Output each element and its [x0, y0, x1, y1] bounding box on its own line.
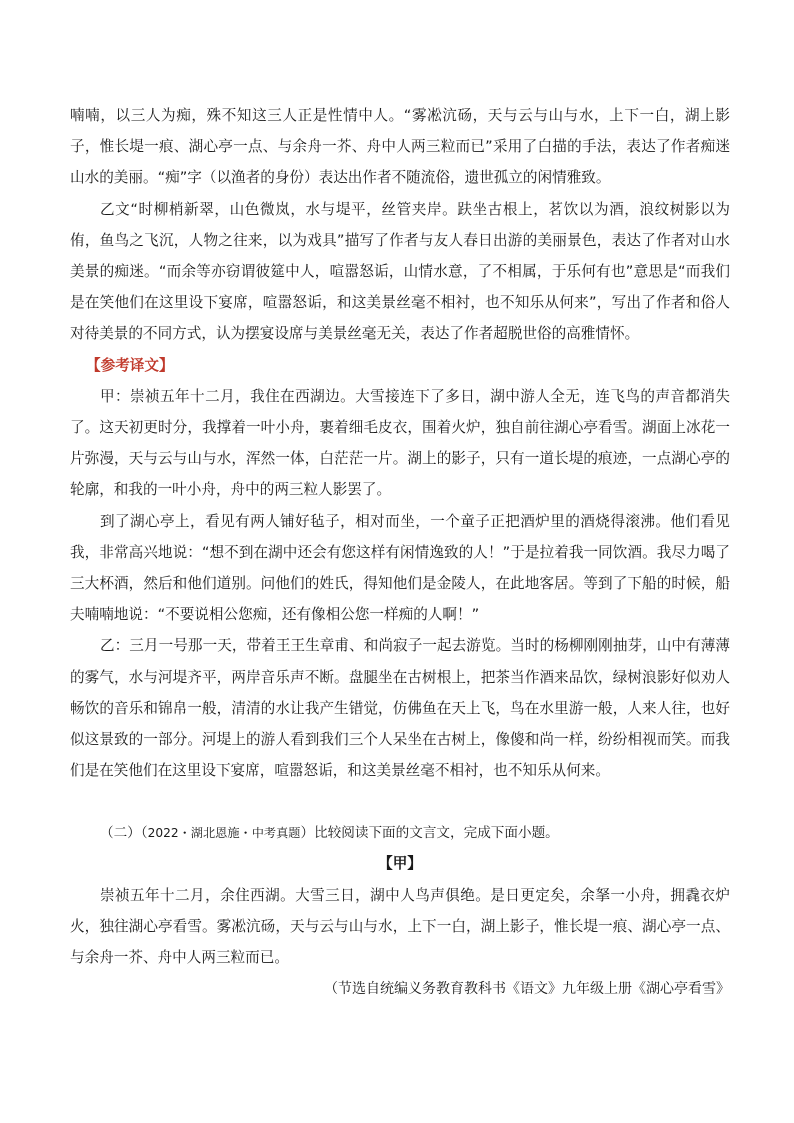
translation-jia-paragraph-1: 甲：崇祯五年十二月，我住在西湖边。大雪接连下了多日，湖中游人全无，连飞鸟的声音都消失了。这天初更时分，我撑着一叶小舟，裹着细毛皮衣，围着火炉，独自前往湖心亭看雪。湖面上冰花一片弥漫，天与云与山与水，浑然一体，白茫茫一片。湖上的影子，只有一道长堤的痕迹，一点湖心亭的轮廓，和我的一叶小舟，舟中的两三粒人影罢了。: [70, 387, 730, 499]
analysis-paragraph-2: 乙文“时柳梢新翠，山色微岚，水与堤平，丝管夹岸。趺坐古根上，茗饮以为酒，浪纹树影以为侑，鱼鸟之飞沉，人物之往来，以为戏具”描写了作者与友人春日出游的美丽景色，表达了作者对山水美景的痴迷。“而余等亦窃谓彼筵中人，喧嚣怒诟，山情水意，了不相属，于乐何有也”意思是“而我们是在笑他们在这里设下宴席，喧嚣怒诟，和这美景丝毫不相衬，也不知乐从何来”，写出了作者和俗人对待美景的不同方式，认为摆宴设席与美景丝毫无关，表达了作者超脱世俗的高雅情怀。: [70, 200, 730, 343]
section-2-suffix: ）比较阅读下面的文言文，完成下面小题。: [300, 825, 559, 842]
section-2-instruction: [70, 818, 730, 848]
analysis-paragraph-1: 喃喃，以三人为痴，殊不知这三人正是性情中人。“雾凇沆砀，天与云与山与水，上下一白，湖上影子，惟长堤一痕、湖心亭一点、与余舟一芥、舟中人两三粒而已”采用了白描的手法，表达了作者痴迷山水的美丽。“痴”字（以渔者的身份）表达出作者不随流俗，遗世孤立的闲情雅致。: [70, 107, 730, 187]
section-2-source-tag: 2022・湖北恩施・中考真题: [147, 826, 301, 841]
section-spacer: [70, 786, 730, 818]
passage-jia-title: 【甲】: [378, 855, 422, 873]
section-2-prefix: （二）（: [100, 825, 148, 842]
reference-translation-heading: 【参考译文】: [86, 356, 174, 374]
translation-yi-paragraph: 乙：三月一号那一天，带着王王生章甫、和尚寂子一起去游览。当时的杨柳刚刚抽芽，山中有薄薄的雾气，水与河堤齐平，两岸音乐声不断。盘腿坐在古树根上，把茶当作酒来品饮，绿树浪影好似劝人畅饮的音乐和锦帛一般，清清的水让我产生错觉，仿佛鱼在天上飞，鸟在水里游一般，人来人往，也好似这景致的一部分。河堤上的游人看到我们三个人呆坐在古树上，像傻和尚一样，纷纷相视而笑。而我们是在笑他们在这里设下宴席，喧嚣怒诟，和这美景丝毫不相衬，也不知乐从何来。: [70, 637, 730, 780]
passage-citation: （节选自统编义务教育教科书《语文》九年级上册《湖心亭看雪》: [324, 981, 730, 998]
passage-jia-text: 崇祯五年十二月，余住西湖。大雪三日，湖中人鸟声俱绝。是日更定矣，余拏一小舟，拥毳衣炉火，独往湖心亭看雪。雾凇沆砀，天与云与山与水，上下一白，湖上影子，惟长堤一痕、湖心亭一点、与余舟一芥、舟中人两三粒而已。: [70, 886, 730, 967]
document-page: [70, 100, 730, 1003]
translation-jia-paragraph-2: 到了湖心亭上，看见有两人铺好毡子，相对而坐，一个童子正把酒炉里的酒烧得滚沸。他们看见我，非常高兴地说：“想不到在湖中还会有您这样有闲情逸致的人！”于是拉着我一同饮酒。我尽力喝了三大杯酒，然后和他们道别。问他们的姓氏，得知他们是金陵人，在此地客居。等到了下船的时候，船夫喃喃地说：“不要说相公您痴，还有像相公您一样痴的人啊！”: [70, 512, 730, 624]
